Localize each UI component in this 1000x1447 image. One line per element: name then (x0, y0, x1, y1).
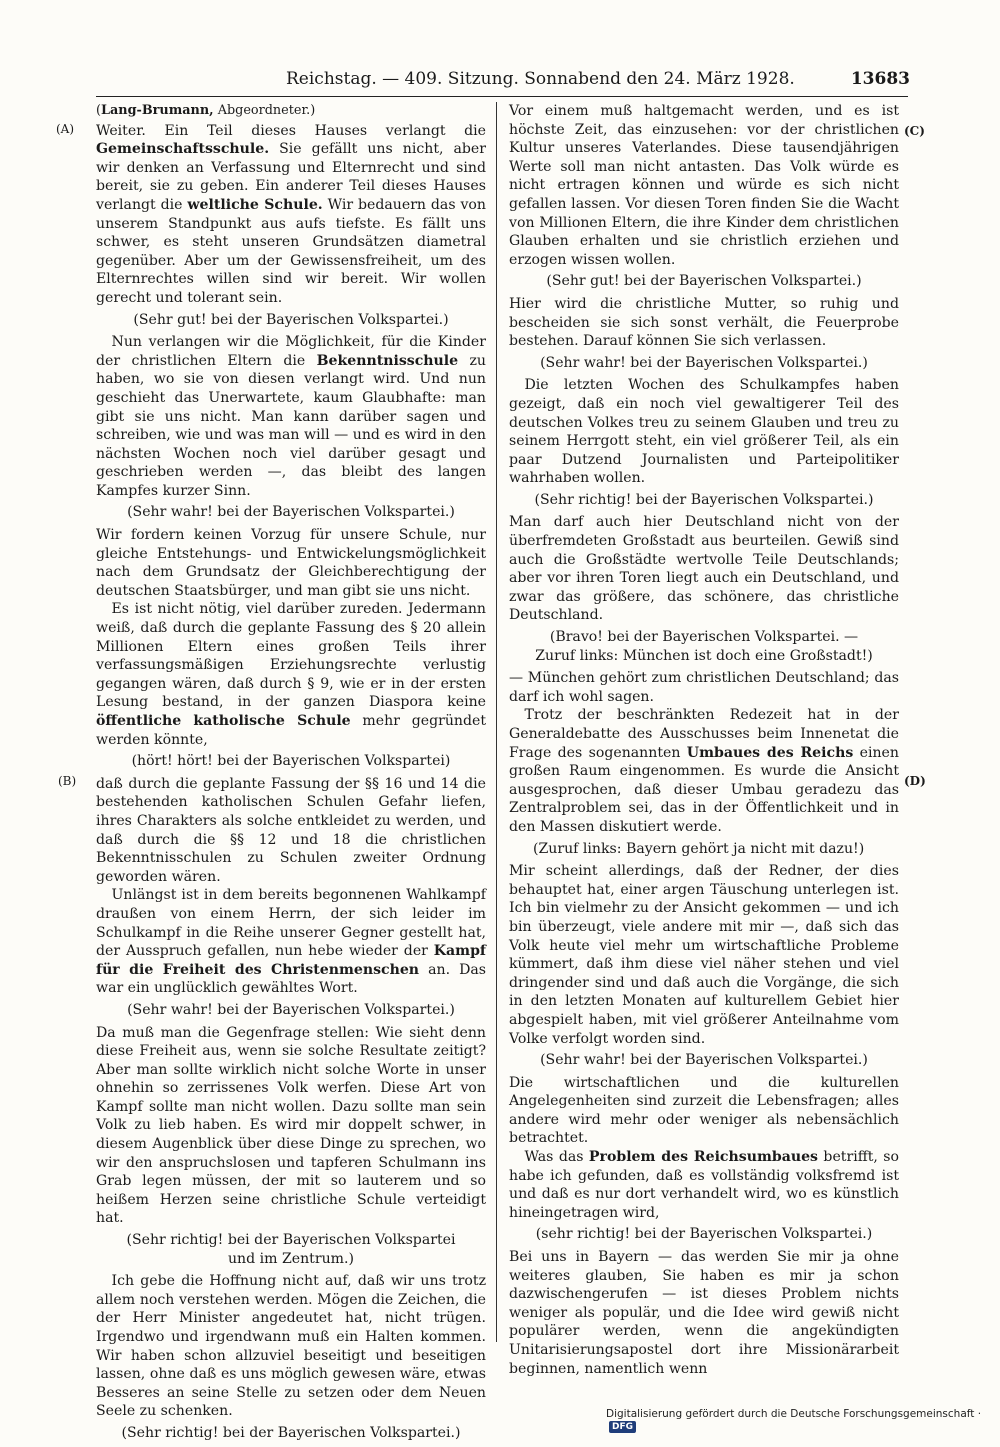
interjection-line: und im Zentrum.) (227, 1250, 355, 1267)
interjection: (hört! hört! bei der Bayerischen Volkspartei) (131, 753, 451, 770)
speaker-name: Lang-Brumann, (101, 103, 214, 118)
interjection: (Sehr wahr! bei der Bayerischen Volkspartei.) (127, 504, 455, 521)
paragraph: Hier wird die christliche Mutter, so ruhig und bescheiden sie sich sonst verhält, die Feuerprobe bestehen. Darauf können Sie sich verlassen. (509, 295, 899, 350)
paragraph: — München gehört zum christlichen Deutschland; das darf ich wohl sagen. (509, 670, 899, 705)
text-run: Was das (524, 1149, 589, 1166)
paragraph: Bei uns in Bayern — das werden Sie mir ja ohne weiteres glauben, Sie haben es mir ja schon dazwischengerufen — ist dieses Problem nichts weniger als populär, und die Idee wird gewiß nicht populärer werden, wenn die angekündigten Unitarisierungsapostel dort ihre Missionärarbeit beginnen, namentlich wenn (509, 1249, 899, 1377)
page-number: 13683 (850, 69, 910, 89)
emphasis: Umbaues des Reichs (686, 744, 854, 761)
emphasis: Gemeinschaftsschule. (96, 141, 270, 158)
interjection (96, 1231, 486, 1268)
margin-marker-c: (C) (904, 124, 925, 138)
interjection-line: Zuruf links: München ist doch eine Großstadt!) (535, 647, 873, 664)
text-run: an. Das war ein unglücklich gewähltes Wort. (96, 961, 487, 997)
paragraph: Wir fordern keinen Vorzug für unsere Schule, nur gleiche Entstehungs- und Entwickelungsmöglichkeit nach dem Grundsatz der Gleichberechtigung der deutschen Staatsbürger, und man gibt sie uns nicht. (96, 527, 486, 599)
interjection: (Sehr wahr! bei der Bayerischen Volkspartei.) (540, 354, 868, 371)
emphasis: Problem des Reichsumbaues (588, 1149, 818, 1166)
interjection: (sehr richtig! bei der Bayerischen Volkspartei.) (535, 1226, 873, 1243)
text-run: Wir bedauern das von unserem Standpunkt aus aufs tiefste. Es fällt uns schwer, es steht unseren Grundsätzen diametral gegenüber. Aber um der Gewissensfreiheit, um des Elternrechtes willen sind wir bereit. Wir wollen gerecht und tolerant sein. (96, 196, 486, 306)
paragraph (509, 1148, 899, 1222)
interjection: (Sehr wahr! bei der Bayerischen Volkspartei.) (127, 1001, 455, 1018)
text-run: betrifft, so habe ich gefunden, daß es vollständig volksfremd ist und daß es nur dort verhandelt wird, wo es künstlich hineingetragen wird, (509, 1149, 900, 1221)
column-divider (496, 102, 497, 1342)
paragraph: daß durch die geplante Fassung der §§ 16 und 14 die bestehenden katholischen Schulen Gefahr liefen, ihres Charakters als solche entkleidet zu werden, und daß durch die §§ 12 und 18 die christlichen Bekenntnisschulen zu Schulen zweiter Ordnung geworden wären. (96, 775, 486, 885)
paragraph: Vor einem muß haltgemacht werden, und es ist höchste Zeit, das einzusehen: vor der christlichen Kultur unseres Vaterlandes. Diese tausendjährigen Werte soll man nicht antasten. Das Volk würde es nicht ertragen können und würde es sich nicht gefallen lassen. Vor diesen Toren finden Sie die Wacht von Millionen Eltern, die ihre Kinder dem christlichen Glauben erhalten und sie christlich erziehen und erzogen wissen wollen. (509, 103, 899, 268)
paragraph (96, 600, 486, 749)
text-run: einen großen Raum eingenommen. Es wurde die Ansicht ausgesprochen, daß dieser Umbau geradezu das Zentralproblem sei, das in der Öffentlichkeit und in den Massen diskutiert werde. (509, 744, 899, 835)
header-rule (96, 96, 908, 97)
interjection: (Sehr gut! bei der Bayerischen Volkspartei.) (546, 273, 862, 290)
dfg-logo: DFG (609, 1421, 636, 1433)
speaker-line: (Lang-Brumann, Abgeordneter.) (96, 103, 316, 118)
page-header-title: Reichstag. — 409. Sitzung. Sonnabend den 24. März 1928. (286, 69, 795, 89)
emphasis: weltliche Schule. (187, 196, 323, 213)
emphasis: Bekenntnisschule (316, 352, 459, 369)
interjection: (Sehr richtig! bei der Bayerischen Volkspartei.) (121, 1424, 461, 1441)
paragraph: Man darf auch hier Deutschland nicht von der überfremdeten Großstadt aus beurteilen. Gewiß sind auch die Großstädte wertvolle Teile Deutschlands; aber vor ihren Toren liegt auch ein Deutschland, und zwar das größere, das schönere, das christliche Deutschland. (509, 514, 899, 624)
interjection: (Sehr richtig! bei der Bayerischen Volkspartei.) (534, 491, 874, 508)
emphasis: Kampf für die Freiheit des Christenmenschen (96, 943, 486, 978)
emphasis: öffentliche katholische Schule (96, 713, 351, 729)
digitization-footer (606, 1408, 1000, 1433)
text-run: Unlängst ist in dem bereits begonnenen Wahlkampf draußen von einem Herrn, der sich leider im Schulkampf in die Reihe unserer Gegner gestellt hat, der Ausspruch gefallen, nun hebe wieder der (96, 887, 486, 960)
text-run: Weiter. Ein Teil dieses Hauses verlangt die (96, 122, 486, 139)
text-run: Sie gefällt uns nicht, aber wir denken an Verfassung und Elternrecht und sind bereit, sie zu geben. Ein anderer Teil dieses Hauses verlangt die (96, 141, 486, 213)
paragraph: Da muß man die Gegenfrage stellen: Wie sieht denn diese Freiheit aus, wenn sie solche Resultate zeitigt? Aber man sollte wirklich nicht solche Worte in unser ohnehin so zerrissenes Volk werfen. Diese Art von Kampf sollte man nicht wollen. Dazu sollte man sein Volk zu lieb haben. Es wird mir doppelt schwer, in diesem Augenblick über diese Dinge zu sprechen, wo wir den anspruchslosen und tapferen Schulmann ins Grab legen müssen, der mit so lauterem und so heißem Herzen seine christliche Schule verteidigt hat. (96, 1024, 486, 1227)
margin-marker-a: (A) (56, 122, 75, 136)
paragraph (96, 886, 486, 998)
paragraph: Ich gebe die Hoffnung nicht auf, daß wir uns trotz allem noch verstehen werden. Mögen die Zeichen, die der Herr Minister angedeutet hat, nicht trügen. Irgendwo und irgendwann muß ein Halten kommen. Wir haben schon allzuviel beseitigt und beseitigen lassen, ohne daß es uns möglich gewesen wäre, etwas Besseres an seine Stelle zu setzen oder dem Neuen Seele zu schenken. (96, 1273, 486, 1420)
margin-marker-d: (D) (904, 774, 926, 788)
paragraph (509, 706, 899, 836)
text-run: Nun verlangen wir die Möglichkeit, für die Kinder der christlichen Eltern die (96, 334, 486, 369)
margin-marker-b: (B) (58, 774, 77, 788)
speaker-role: Abgeordneter.) (217, 103, 316, 118)
running-head (96, 64, 908, 94)
right-column (509, 102, 899, 1378)
text-run: Es ist nicht nötig, viel darüber zureden. Jedermann weiß, daß durch die geplante Fassung des § 20 allein Millionen Eltern eines großen Teils ihrer verfassungsmäßigen Erziehungsrechte verlustig gegangen wären, daß durch § 9, wie er in der ersten Lesung bestand, in der ganzen Diaspora keine (96, 601, 486, 711)
footer-text: Digitalisierung gefördert durch die Deutsche Forschungsgemeinschaft · (606, 1408, 982, 1420)
interjection: (Zuruf links: Bayern gehört ja nicht mit dazu!) (533, 840, 865, 857)
interjection: (Sehr wahr! bei der Bayerischen Volkspartei.) (540, 1052, 868, 1069)
text-run: zu haben, wo sie von diesen verlangt wird. Und nun geschieht das Unerwartete, kaum Glaubhafte: man gibt sie uns nicht. Man kann darüber sagen und schreiben, wie und was man will — und es wird in den nächsten Wochen noch viel darüber gesagt und geschrieben werden —, das bleibt des langen Kampfes kurzer Sinn. (96, 352, 486, 499)
paragraph (96, 122, 486, 308)
interjection (509, 628, 899, 665)
text-run: Trotz der beschränkten Redezeit hat in der Generaldebatte des Ausschusses beim Innenetat die Frage des sogenannten (509, 707, 899, 761)
interjection-line: (Sehr richtig! bei der Bayerischen Volkspartei (126, 1232, 456, 1249)
interjection: (Sehr gut! bei der Bayerischen Volkspartei.) (133, 311, 449, 328)
paragraph: Die wirtschaftlichen und die kulturellen Angelegenheiten sind zurzeit die Lebensfragen; alles andere wird mehr oder weniger als nebensächlich betrachtet. (509, 1074, 899, 1147)
paragraph: Die letzten Wochen des Schulkampfes haben gezeigt, daß ein noch viel gewaltigerer Teil des deutschen Volkes treu zu seinem Glauben und treu zu seinem Herrgott steht, ein viel größerer Teil, als ein paar Dutzend Journalisten und Parteipolitiker wahrhaben wollen. (509, 377, 899, 487)
interjection-line: (Bravo! bei der Bayerischen Volkspartei. — (549, 629, 859, 646)
paragraph: Mir scheint allerdings, daß der Redner, der dies behauptet hat, einer argen Täuschung unterlegen ist. Ich bin vielmehr zu der Ansicht gekommen — und ich bin überzeugt, viele andere mit mir —, daß sich das Volk heute viel mehr um wirtschaftliche Probleme kümmert, daß ihm diese viel näher stehen und viel dringender sind und daß auch die Vorgänge, die sich in den letzten Monaten auf kulturellem Gebiet hier abgespielt haben, mit viel größerer Anteilnahme vom Volke verfolgt worden sind. (509, 863, 899, 1047)
text-run: mehr gegründet werden könnte, (96, 713, 487, 748)
left-column (96, 102, 486, 1447)
paragraph (96, 333, 486, 500)
